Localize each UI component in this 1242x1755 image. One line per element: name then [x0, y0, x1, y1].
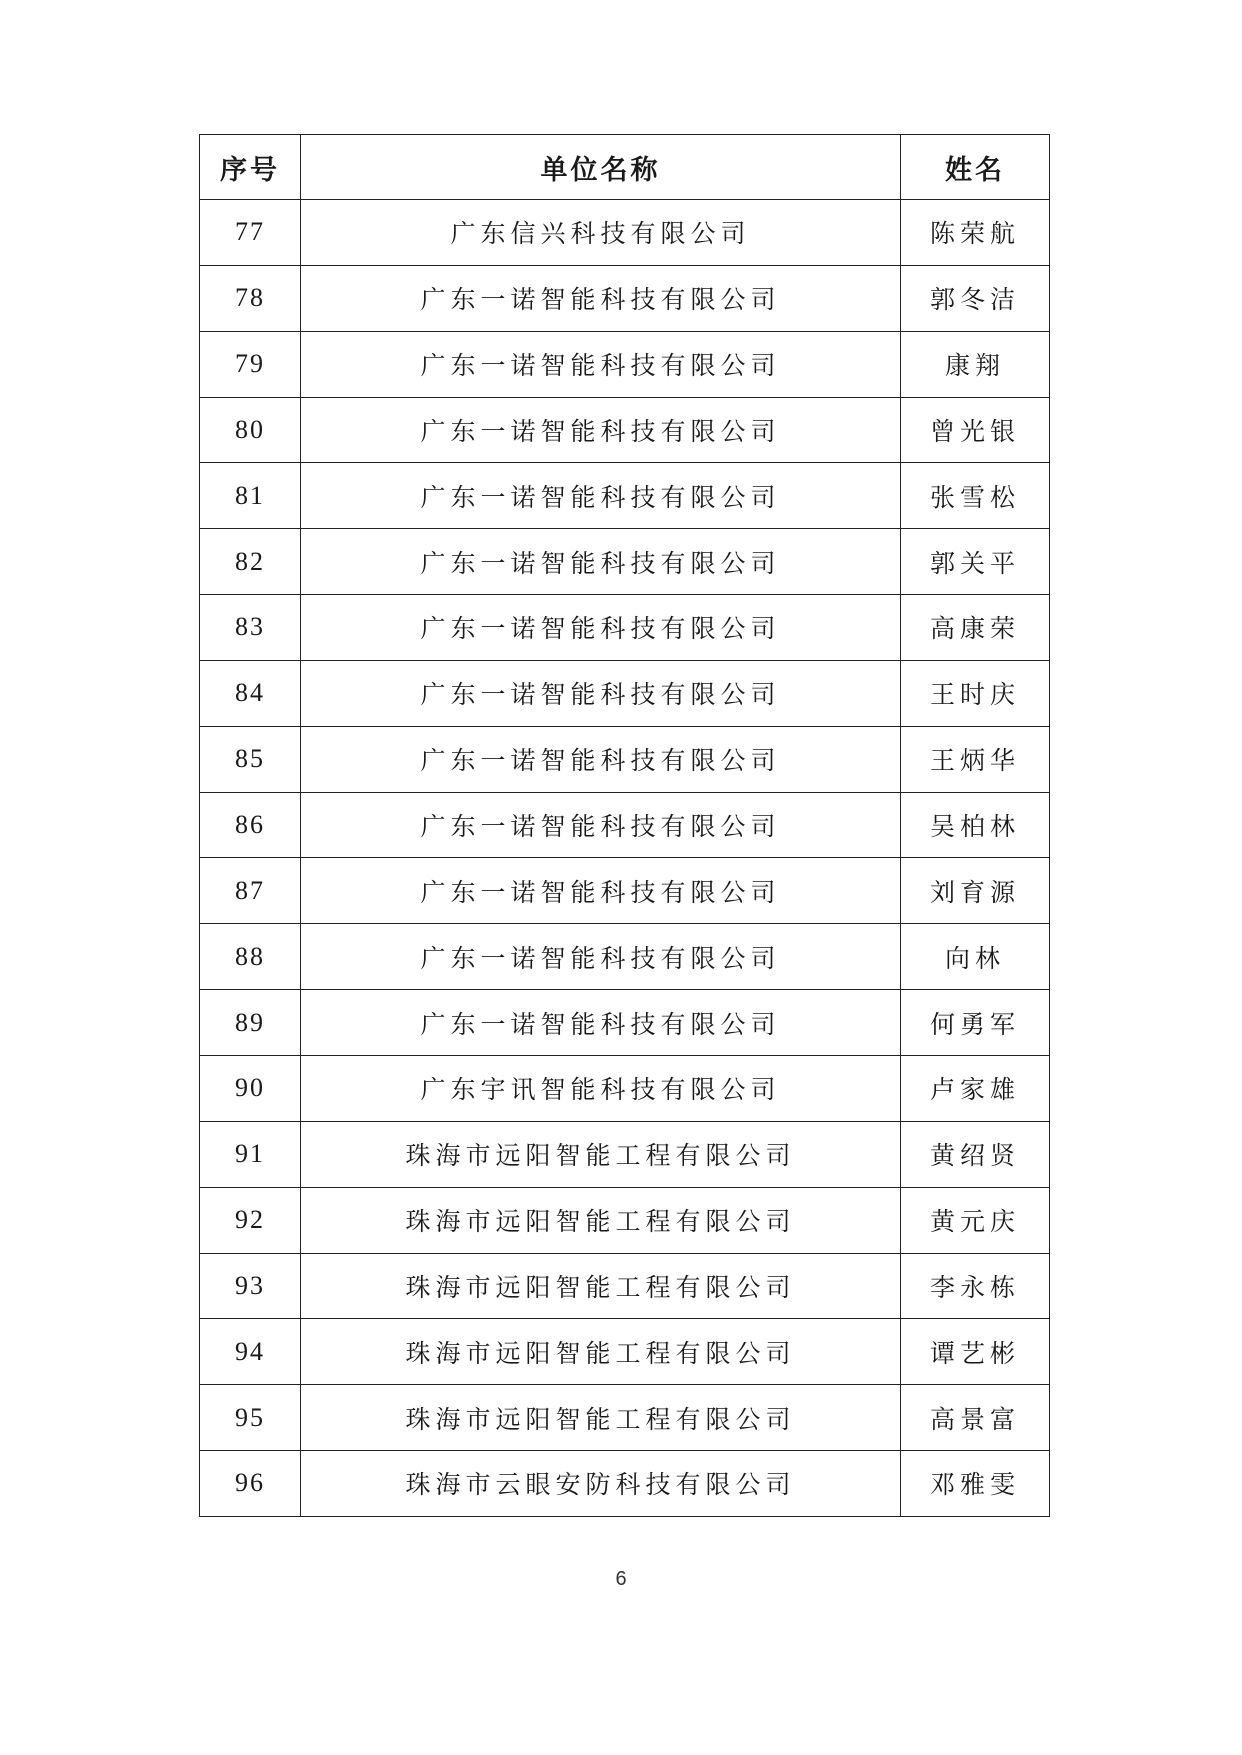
row-name-cell: 吴柏林 — [901, 792, 1050, 858]
row-index-cell: 94 — [200, 1319, 301, 1385]
row-index-cell: 85 — [200, 726, 301, 792]
row-organization-cell: 珠海市远阳智能工程有限公司 — [301, 1121, 901, 1187]
row-organization-cell: 珠海市远阳智能工程有限公司 — [301, 1187, 901, 1253]
row-index-cell: 81 — [200, 463, 301, 529]
row-organization-cell: 广东一诺智能科技有限公司 — [301, 595, 901, 661]
row-index-cell: 80 — [200, 397, 301, 463]
row-name-cell: 张雪松 — [901, 463, 1050, 529]
row-index-cell: 88 — [200, 924, 301, 990]
table-row — [200, 660, 1050, 726]
table-row — [200, 397, 1050, 463]
row-organization-cell: 珠海市远阳智能工程有限公司 — [301, 1385, 901, 1451]
row-name-cell: 高康荣 — [901, 595, 1050, 661]
row-organization-cell: 珠海市远阳智能工程有限公司 — [301, 1319, 901, 1385]
table-row — [200, 792, 1050, 858]
row-organization-cell: 广东一诺智能科技有限公司 — [301, 660, 901, 726]
row-index-cell: 86 — [200, 792, 301, 858]
row-organization-cell: 珠海市云眼安防科技有限公司 — [301, 1451, 901, 1517]
header-organization: 单位名称 — [301, 135, 901, 200]
row-name-cell: 卢家雄 — [901, 1055, 1050, 1121]
table-row — [200, 1121, 1050, 1187]
row-index-cell: 83 — [200, 595, 301, 661]
row-index-cell: 78 — [200, 265, 301, 331]
table-row — [200, 1253, 1050, 1319]
row-index-cell: 91 — [200, 1121, 301, 1187]
table-row — [200, 990, 1050, 1056]
row-organization-cell: 广东一诺智能科技有限公司 — [301, 924, 901, 990]
personnel-table — [199, 134, 1050, 1517]
row-name-cell: 郭冬洁 — [901, 265, 1050, 331]
row-organization-cell: 广东一诺智能科技有限公司 — [301, 726, 901, 792]
header-index: 序号 — [200, 135, 301, 200]
row-name-cell: 曾光银 — [901, 397, 1050, 463]
row-name-cell: 康翔 — [901, 331, 1050, 397]
table-row — [200, 924, 1050, 990]
table-row — [200, 265, 1050, 331]
row-organization-cell: 广东一诺智能科技有限公司 — [301, 990, 901, 1056]
row-name-cell: 邓雅雯 — [901, 1451, 1050, 1517]
table-row — [200, 331, 1050, 397]
row-index-cell: 89 — [200, 990, 301, 1056]
row-name-cell: 陈荣航 — [901, 200, 1050, 266]
row-index-cell: 87 — [200, 858, 301, 924]
row-index-cell: 84 — [200, 660, 301, 726]
row-name-cell: 黄元庆 — [901, 1187, 1050, 1253]
row-index-cell: 93 — [200, 1253, 301, 1319]
header-name: 姓名 — [901, 135, 1050, 200]
row-name-cell: 高景富 — [901, 1385, 1050, 1451]
row-organization-cell: 广东一诺智能科技有限公司 — [301, 331, 901, 397]
row-index-cell: 82 — [200, 529, 301, 595]
row-name-cell: 刘育源 — [901, 858, 1050, 924]
row-name-cell: 黄绍贤 — [901, 1121, 1050, 1187]
row-name-cell: 李永栋 — [901, 1253, 1050, 1319]
table-row — [200, 529, 1050, 595]
row-index-cell: 77 — [200, 200, 301, 266]
row-index-cell: 96 — [200, 1451, 301, 1517]
row-organization-cell: 广东一诺智能科技有限公司 — [301, 265, 901, 331]
row-organization-cell: 广东一诺智能科技有限公司 — [301, 529, 901, 595]
table-row — [200, 200, 1050, 266]
row-organization-cell: 珠海市远阳智能工程有限公司 — [301, 1253, 901, 1319]
table-row — [200, 1055, 1050, 1121]
row-organization-cell: 广东信兴科技有限公司 — [301, 200, 901, 266]
table-row — [200, 858, 1050, 924]
row-index-cell: 95 — [200, 1385, 301, 1451]
table-row — [200, 463, 1050, 529]
table-row — [200, 1319, 1050, 1385]
table-row — [200, 595, 1050, 661]
row-organization-cell: 广东宇讯智能科技有限公司 — [301, 1055, 901, 1121]
row-name-cell: 谭艺彬 — [901, 1319, 1050, 1385]
table-row — [200, 1385, 1050, 1451]
row-organization-cell: 广东一诺智能科技有限公司 — [301, 463, 901, 529]
row-organization-cell: 广东一诺智能科技有限公司 — [301, 792, 901, 858]
row-name-cell: 向林 — [901, 924, 1050, 990]
table-row — [200, 726, 1050, 792]
row-organization-cell: 广东一诺智能科技有限公司 — [301, 858, 901, 924]
row-name-cell: 郭关平 — [901, 529, 1050, 595]
row-name-cell: 王时庆 — [901, 660, 1050, 726]
table-header-row — [200, 135, 1050, 200]
page-number: 6 — [615, 1568, 627, 1590]
row-name-cell: 何勇军 — [901, 990, 1050, 1056]
row-index-cell: 90 — [200, 1055, 301, 1121]
table-row — [200, 1451, 1050, 1517]
row-name-cell: 王炳华 — [901, 726, 1050, 792]
row-organization-cell: 广东一诺智能科技有限公司 — [301, 397, 901, 463]
table-row — [200, 1187, 1050, 1253]
table-body — [200, 200, 1050, 1517]
row-index-cell: 92 — [200, 1187, 301, 1253]
row-index-cell: 79 — [200, 331, 301, 397]
